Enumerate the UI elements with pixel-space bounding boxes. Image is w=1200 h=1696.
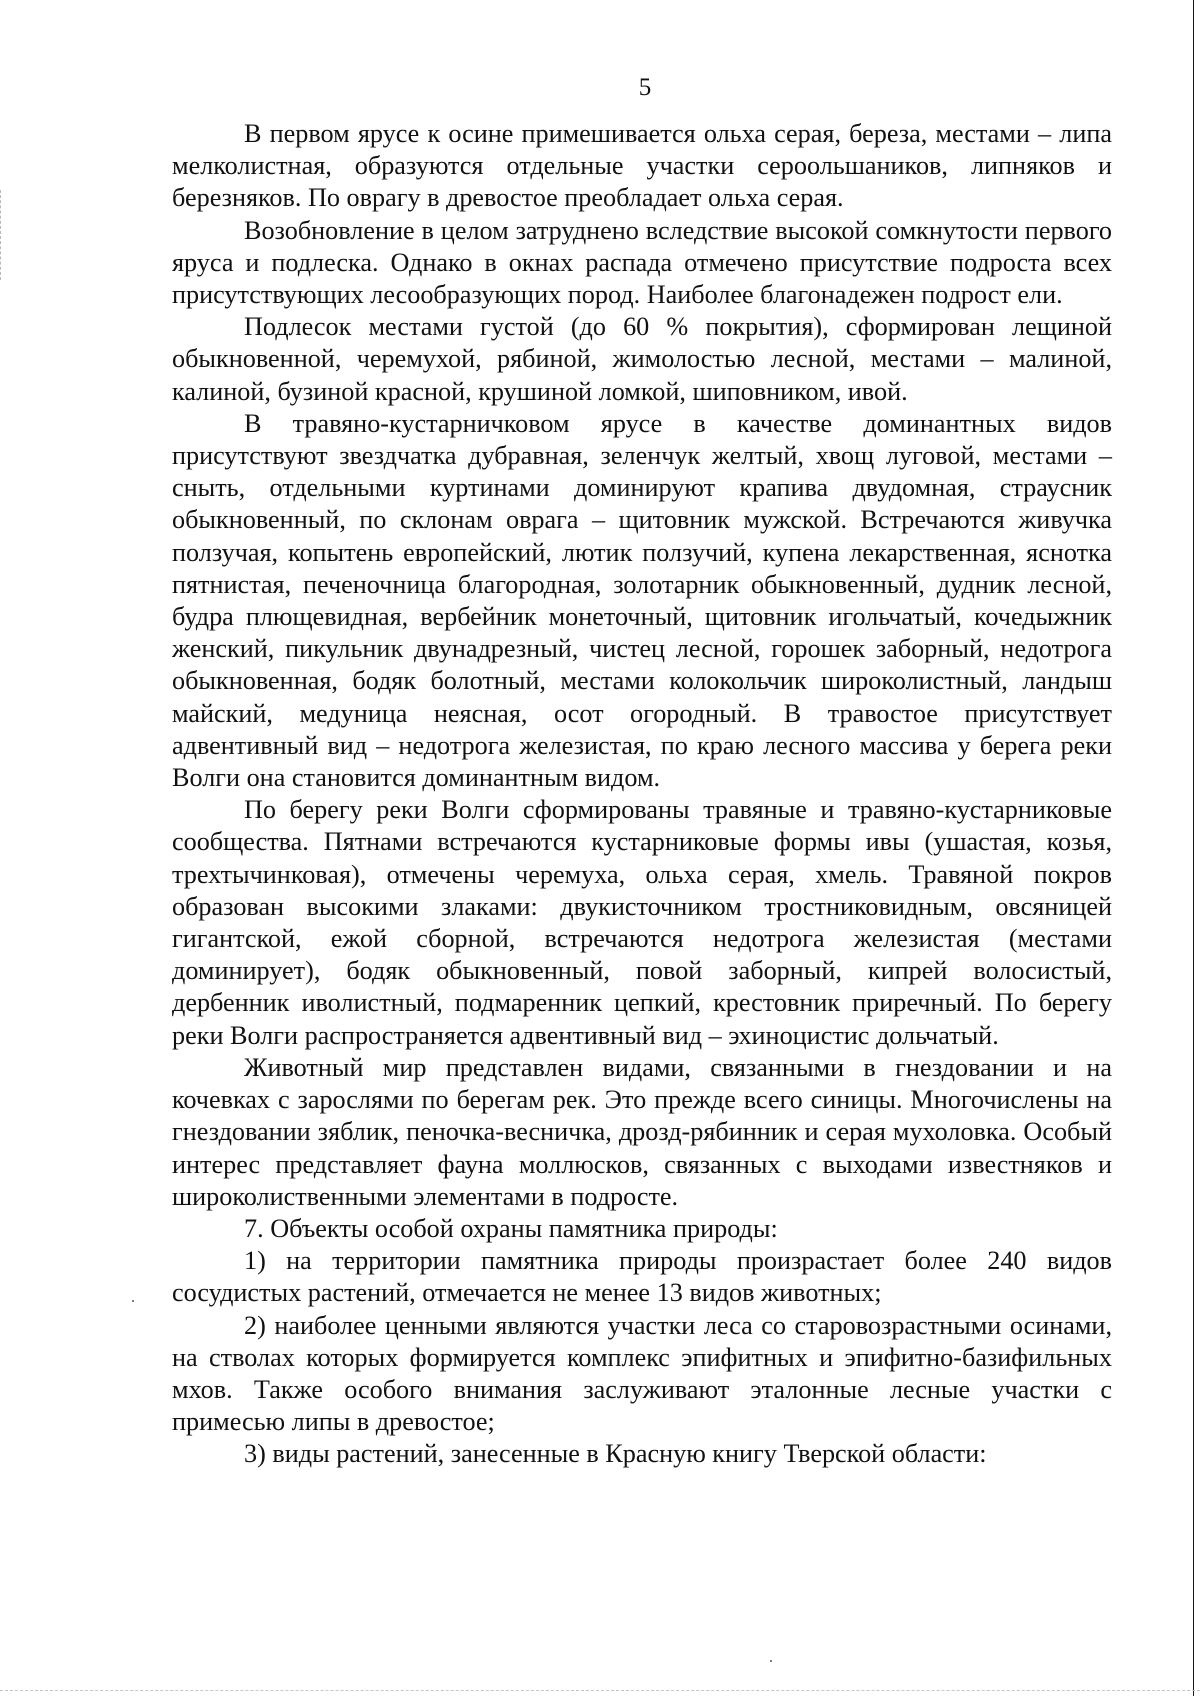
paragraph-volga-bank: По берегу реки Волги сформированы травяные и травяно-кустарниковые сообщества. Пятнами встречаются кустарниковые формы ивы (ушастая, козья, трехтычинковая), отмечены черемуха, ольха серая, хмель. Травяной покров образован высокими злаками: двукисточником тростниковидным, овсяницей гигантской, ежой сборной, встречаются недотрога железистая (местами доминирует), бодяк обыкновенный, повой заборный, кипрей волосистый, дербенник иволистный, подмаренник цепкий, крестовник приречный. По берегу реки Волги распространяется адвентивный вид – эхиноцистис дольчатый. — [172, 795, 1112, 1050]
section-heading-protected-objects: 7. Объекты особой охраны памятника природы: — [244, 1213, 778, 1243]
scan-artifact-right-edge — [1193, 0, 1194, 1696]
paragraph-fauna: Животный мир представлен видами, связанными в гнездовании и на кочевках с зарослями по берегам рек. Это прежде всего синицы. Многочислены на гнездовании зяблик, пеночка-весничка, дрозд-рябинник и серая мухоловка. Особый интерес представляет фауна моллюсков, связанных с выходами известняков и широколиственными элементами в подросте. — [172, 1052, 1112, 1211]
scan-artifact-left — [0, 190, 3, 280]
page-number: 5 — [638, 74, 652, 101]
paragraph-undergrowth: Подлесок местами густой (до 60 % покрытия), сформирован лещиной обыкновенной, черемухой, рябиной, жимолостью лесной, местами – малиной, калиной, бузиной красной, крушиной ломкой, шиповником, ивой. — [172, 312, 1112, 406]
paragraph-regeneration: Возобновление в целом затруднено вследствие высокой сомкнутости первого яруса и подлеска. Однако в окнах распада отмечено присутствие подроста всех присутствующих лесообразующих пород. Наиболее благонадежен подрост ели. — [172, 215, 1112, 310]
list-item-1: 1) на территории памятника природы произрастает более 240 видов сосудистых растений, отмечается не менее 13 видов животных; — [172, 1246, 1112, 1308]
scan-speck — [132, 1300, 134, 1302]
list-item-2: 2) наиболее ценными являются участки леса со старовозрастными осинами, на стволах которых формируется комплекс эпифитных и эпифитно-базифильных мхов. Также особого внимания заслуживают эталонные лесные участки с примесью липы в древостое; — [172, 1310, 1112, 1437]
list-item-3: 3) виды растений, занесенные в Красную книгу Тверской области: — [244, 1439, 987, 1469]
scan-artifact-bottom — [0, 1690, 1200, 1693]
document-body — [172, 118, 1112, 1471]
paragraph-herb-layer: В травяно-кустарничковом ярусе в качестве доминантных видов присутствуют звездчатка дубравная, зеленчук желтый, хвощ луговой, местами – сныть, отдельными куртинами доминируют крапива двудомная, страусник обыкновенный, по склонам оврага – щитовник мужской. Встречаются живучка ползучая, копытень европейский, лютик ползучий, купена лекарственная, яснотка пятнистая, печеночница благородная, золотарник обыкновенный, дудник лесной, будра плющевидная, вербейник монеточный, щитовник игольчатый, кочедыжник женский, пикульник двунадрезный, чистец лесной, горошек заборный, недотрога обыкновенная, бодяк болотный, местами колокольчик широколистный, ландыш майский, медуница неясная, осот огородный. В травостое присутствует адвентивный вид – недотрога железистая, по краю лесного массива у берега реки Волги она становится доминантным видом. — [172, 408, 1112, 793]
paragraph-first-tier: В первом ярусе к осине примешивается ольха серая, береза, местами – липа мелколистная, образуются отдельные участки сероольшаников, липняков и березняков. По оврагу в древостое преобладает ольха серая. — [172, 119, 1112, 213]
scan-speck — [770, 1660, 772, 1662]
